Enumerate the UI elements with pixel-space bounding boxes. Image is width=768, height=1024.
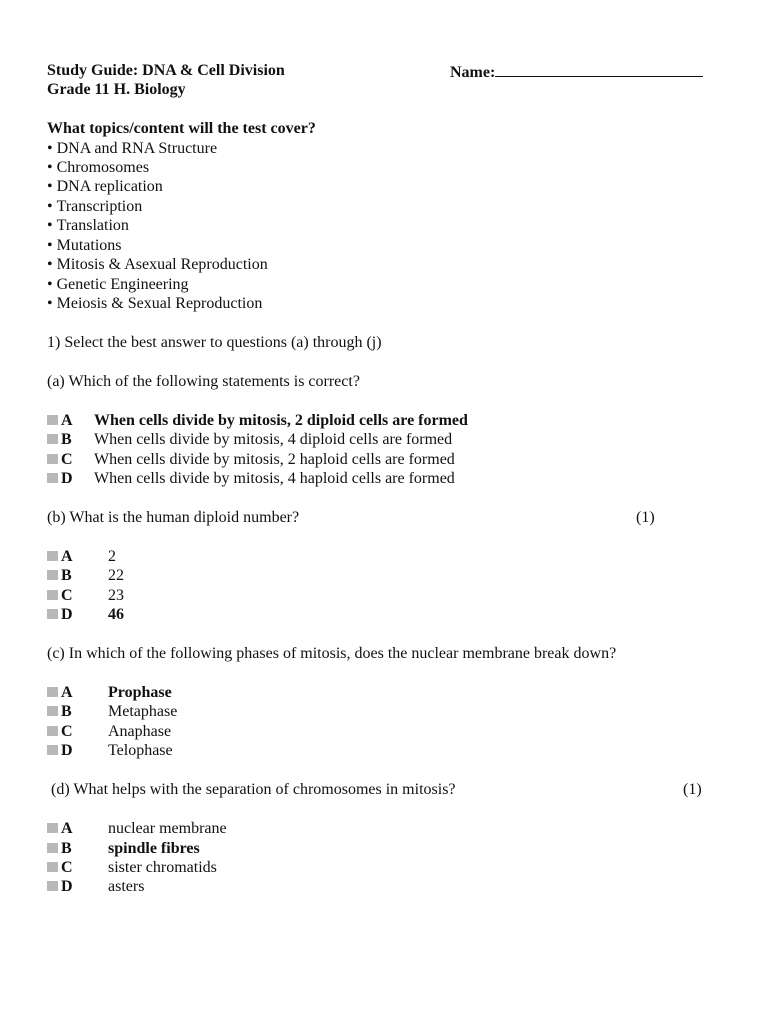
checkbox-icon[interactable] (47, 862, 58, 872)
bullet-icon: • (47, 178, 53, 195)
answer-option[interactable]: A (47, 411, 73, 430)
answer-option[interactable]: D (47, 469, 73, 488)
bullet-icon: • (47, 237, 53, 254)
answer-option[interactable]: A (47, 547, 73, 566)
question-b: (b) What is the human diploid number? (47, 509, 300, 526)
answer-option[interactable]: D (47, 605, 73, 624)
checkbox-icon[interactable] (47, 434, 58, 444)
bullet-icon: • (47, 256, 53, 273)
checkbox-icon[interactable] (47, 415, 58, 425)
answer-option-text: sister chromatids (108, 859, 217, 876)
name-label: Name: (450, 64, 496, 81)
answer-option-text: Prophase (108, 684, 172, 701)
checkbox-icon[interactable] (47, 454, 58, 464)
checkbox-icon[interactable] (47, 551, 58, 561)
page-subtitle: Grade 11 H. Biology (47, 81, 186, 98)
answer-option[interactable]: B (47, 702, 72, 721)
question-d: (d) What helps with the separation of chromosomes in mitosis? (51, 781, 456, 798)
name-field (450, 61, 703, 82)
question-marks: (1) (636, 509, 655, 526)
page-title: Study Guide: DNA & Cell Division (47, 62, 285, 79)
checkbox-icon[interactable] (47, 726, 58, 736)
topic-item: • Mitosis & Asexual Reproduction (47, 256, 268, 273)
checkbox-icon[interactable] (47, 590, 58, 600)
answer-option[interactable]: B (47, 839, 72, 858)
answer-option-text: 46 (108, 606, 124, 623)
checkbox-icon[interactable] (47, 687, 58, 697)
answer-option[interactable]: A (47, 819, 73, 838)
topics-heading: What topics/content will the test cover? (47, 120, 316, 137)
answer-option-text: Telophase (108, 742, 173, 759)
answer-option-text: 23 (108, 587, 124, 604)
answer-option[interactable]: B (47, 566, 72, 585)
checkbox-icon[interactable] (47, 706, 58, 716)
checkbox-icon[interactable] (47, 881, 58, 891)
answer-option-text: When cells divide by mitosis, 2 diploid cells are formed (94, 412, 468, 429)
answer-option-text: Metaphase (108, 703, 178, 720)
answer-option-text: spindle fibres (108, 840, 200, 857)
bullet-icon: • (47, 295, 53, 312)
answer-option[interactable]: D (47, 877, 73, 896)
answer-option-text: When cells divide by mitosis, 4 haploid cells are formed (94, 470, 455, 487)
topic-item: • Meiosis & Sexual Reproduction (47, 295, 263, 312)
answer-option-text: Anaphase (108, 723, 172, 740)
checkbox-icon[interactable] (47, 570, 58, 580)
answer-option[interactable]: A (47, 683, 73, 702)
topic-item: • Mutations (47, 237, 122, 254)
bullet-icon: • (47, 159, 53, 176)
answer-option[interactable]: B (47, 430, 72, 449)
answer-option-text: 22 (108, 567, 124, 584)
answer-option-text: When cells divide by mitosis, 4 diploid cells are formed (94, 431, 453, 448)
bullet-icon: • (47, 217, 53, 234)
answer-option[interactable]: C (47, 858, 73, 877)
topic-item: • Genetic Engineering (47, 276, 189, 293)
answer-option-text: asters (108, 878, 145, 895)
topic-item: • Transcription (47, 198, 143, 215)
checkbox-icon[interactable] (47, 609, 58, 619)
bullet-icon: • (47, 276, 53, 293)
checkbox-icon[interactable] (47, 473, 58, 483)
answer-option[interactable]: C (47, 586, 73, 605)
bullet-icon: • (47, 198, 53, 215)
topic-item: • DNA and RNA Structure (47, 140, 218, 157)
question-c: (c) In which of the following phases of mitosis, does the nuclear membrane break down? (47, 645, 617, 662)
topic-item: • Chromosomes (47, 159, 150, 176)
instruction-text: 1) Select the best answer to questions (a) through (j) (47, 334, 382, 351)
checkbox-icon[interactable] (47, 823, 58, 833)
answer-option-text: 2 (108, 548, 116, 565)
answer-option-text: nuclear membrane (108, 820, 227, 837)
name-blank-line (495, 61, 703, 77)
answer-option-text: When cells divide by mitosis, 2 haploid cells are formed (94, 451, 455, 468)
question-marks: (1) (683, 781, 702, 798)
question-a: (a) Which of the following statements is correct? (47, 373, 360, 390)
checkbox-icon[interactable] (47, 745, 58, 755)
answer-option[interactable]: C (47, 450, 73, 469)
topic-item: • Translation (47, 217, 129, 234)
checkbox-icon[interactable] (47, 843, 58, 853)
topic-item: • DNA replication (47, 178, 163, 195)
bullet-icon: • (47, 140, 53, 157)
answer-option[interactable]: D (47, 741, 73, 760)
answer-option[interactable]: C (47, 722, 73, 741)
